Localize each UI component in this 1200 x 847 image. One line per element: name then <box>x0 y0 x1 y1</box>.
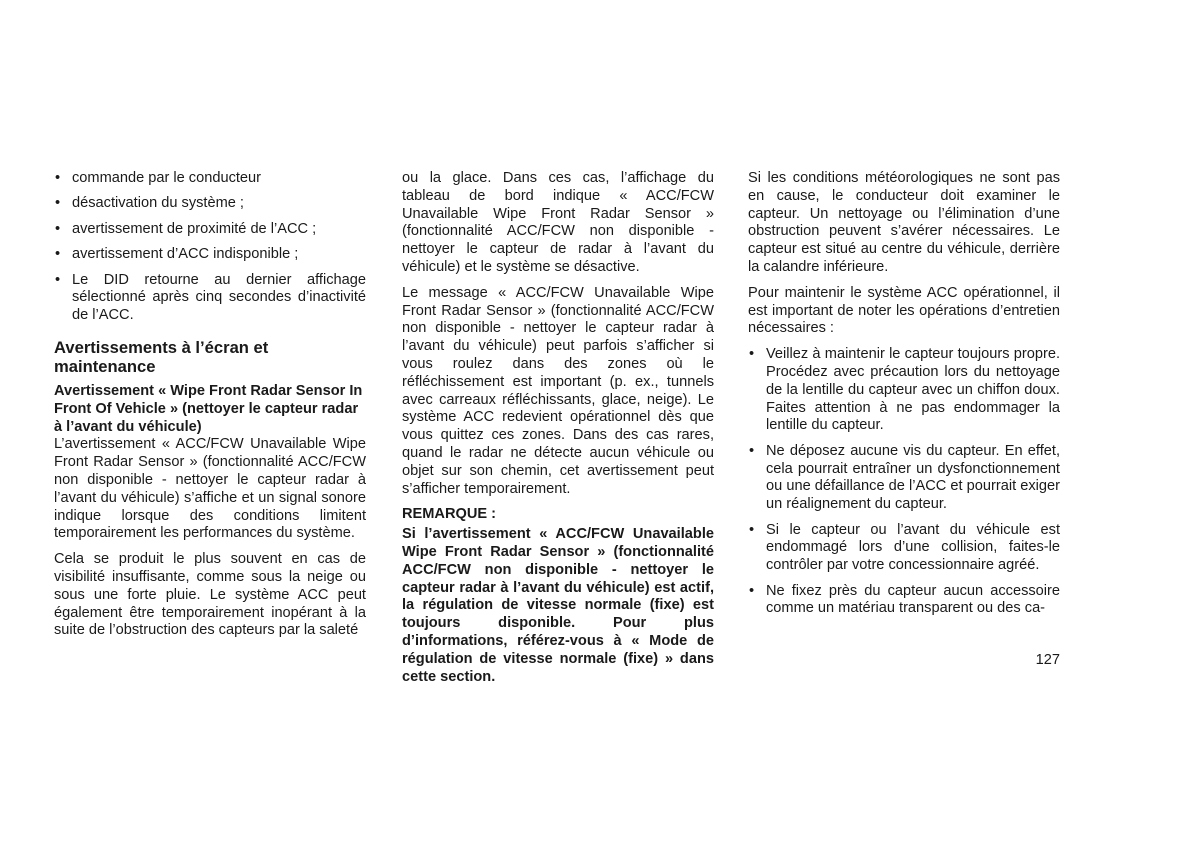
list-item <box>748 583 1060 619</box>
list-item-text: Le DID retourne au dernier affichage sélectionné après cinq secondes d’inactivité de l’ACC. <box>72 271 366 324</box>
paragraph: Pour maintenir le système ACC opérationnel, il est important de noter les opérations d’entretien nécessaires : <box>748 284 1060 337</box>
list-item <box>54 170 366 188</box>
column-left <box>54 170 366 648</box>
bullet-icon: • <box>55 170 61 186</box>
bullet-icon: • <box>55 271 61 288</box>
list-item-text: Veillez à maintenir le capteur toujours propre. Procédez avec précaution lors du nettoyage de la lentille du capteur avec un chiffon doux. Faites attention à ne pas endommager la lentille du capteur. <box>766 346 1060 434</box>
list-item-text: Ne fixez près du capteur aucun accessoire comme un matériau transparent ou des ca- <box>766 582 1060 617</box>
column-middle <box>402 170 714 686</box>
bullet-icon: • <box>749 442 755 459</box>
maintenance-list <box>748 346 1060 618</box>
list-item <box>748 522 1060 575</box>
list-item <box>54 221 366 239</box>
column-right <box>748 170 1060 626</box>
paragraph: L’avertissement « ACC/FCW Unavailable Wipe Front Radar Sensor » (fonctionnalité ACC/FCW non disponible - nettoyer le capteur radar à l’avant du véhicule) s’affiche et un signal sonore indique lorsque des conditions limitent temporairement les performances du système. <box>54 436 366 542</box>
list-item-text: Ne déposez aucune vis du capteur. En effet, cela pourrait entraîner un dysfonctionnement ou une défaillance de l’ACC et pourrait exiger un réalignement du capteur. <box>766 442 1060 513</box>
paragraph: Si les conditions météorologiques ne sont pas en cause, le conducteur doit examiner le capteur. Un nettoyage ou l’élimination d’une obstruction peuvent s’avérer nécessaires. Le capteur est situé au centre du véhicule, derrière la calandre inférieure. <box>748 170 1060 275</box>
list-item-text: avertissement d’ACC indisponible ; <box>72 246 299 263</box>
paragraph: Le message « ACC/FCW Unavailable Wipe Front Radar Sensor » (fonctionnalité ACC/FCW non disponible - nettoyer le capteur radar à l’avant du véhicule) peut parfois s’afficher si vous roulez dans des zones où le réfléchissement est important (p. ex., tunnels avec carreaux réfléchissants, glace, neige). Le système ACC redevient opérationnel dès que vous quittez ces zones. Dans des cas rares, quand le radar ne détecte aucun véhicule ou objet sur son chemin, cet avertissement peut s’afficher temporairement. <box>402 284 714 497</box>
paragraph: ou la glace. Dans ces cas, l’affichage du tableau de bord indique « ACC/FCW Unavailable Wipe Front Radar Sensor » (fonctionnalité ACC/FCW non disponible - nettoyer le capteur de radar à l’avant du véhicule) et le système se désactive. <box>402 170 714 275</box>
list-item-text: commande par le conducteur <box>72 170 262 186</box>
list-item <box>748 443 1060 514</box>
paragraph: Cela se produit le plus souvent en cas de visibilité insuffisante, comme sous la neige ou sous une forte pluie. Le système ACC peut également être temporairement inopérant à la suite de l’obstruction des capteurs par la saleté <box>54 551 366 639</box>
list-item <box>54 246 366 264</box>
list-item-text: Si le capteur ou l’avant du véhicule est endommagé lors d’une collision, faites-le contrôler par votre concessionnaire agréé. <box>766 521 1060 574</box>
note-label: REMARQUE : <box>402 506 497 523</box>
note-text: Si l’avertissement « ACC/FCW Unavailable Wipe Front Radar Sensor » (fonctionnalité ACC/FCW non disponible - nettoyer le capteur radar à l’avant du véhicule) est actif, la régulation de vitesse normale (fixe) est toujours disponible. Pour plus d’informations, référez-vous à « Mode de régulation de vitesse normale (fixe) » dans cette section. <box>402 526 714 685</box>
list-item <box>54 272 366 325</box>
bullet-icon: • <box>55 195 61 212</box>
list-item-text: désactivation du système ; <box>72 195 244 212</box>
list-item <box>748 346 1060 435</box>
subsection-title: Avertissement « Wipe Front Radar Sensor In Front Of Vehicle » (nettoyer le capteur radar à l’avant du véhicule) <box>54 382 363 435</box>
bullet-icon: • <box>749 582 755 599</box>
list-item <box>54 195 366 213</box>
status-list <box>54 170 366 325</box>
list-item-text: avertissement de proximité de l’ACC ; <box>72 220 317 237</box>
bullet-icon: • <box>55 220 61 237</box>
bullet-icon: • <box>749 346 755 363</box>
bullet-icon: • <box>749 521 755 538</box>
bullet-icon: • <box>55 246 61 263</box>
page-number: 127 <box>1035 652 1060 668</box>
section-title: Avertissements à l’écran et maintenance <box>54 337 269 376</box>
